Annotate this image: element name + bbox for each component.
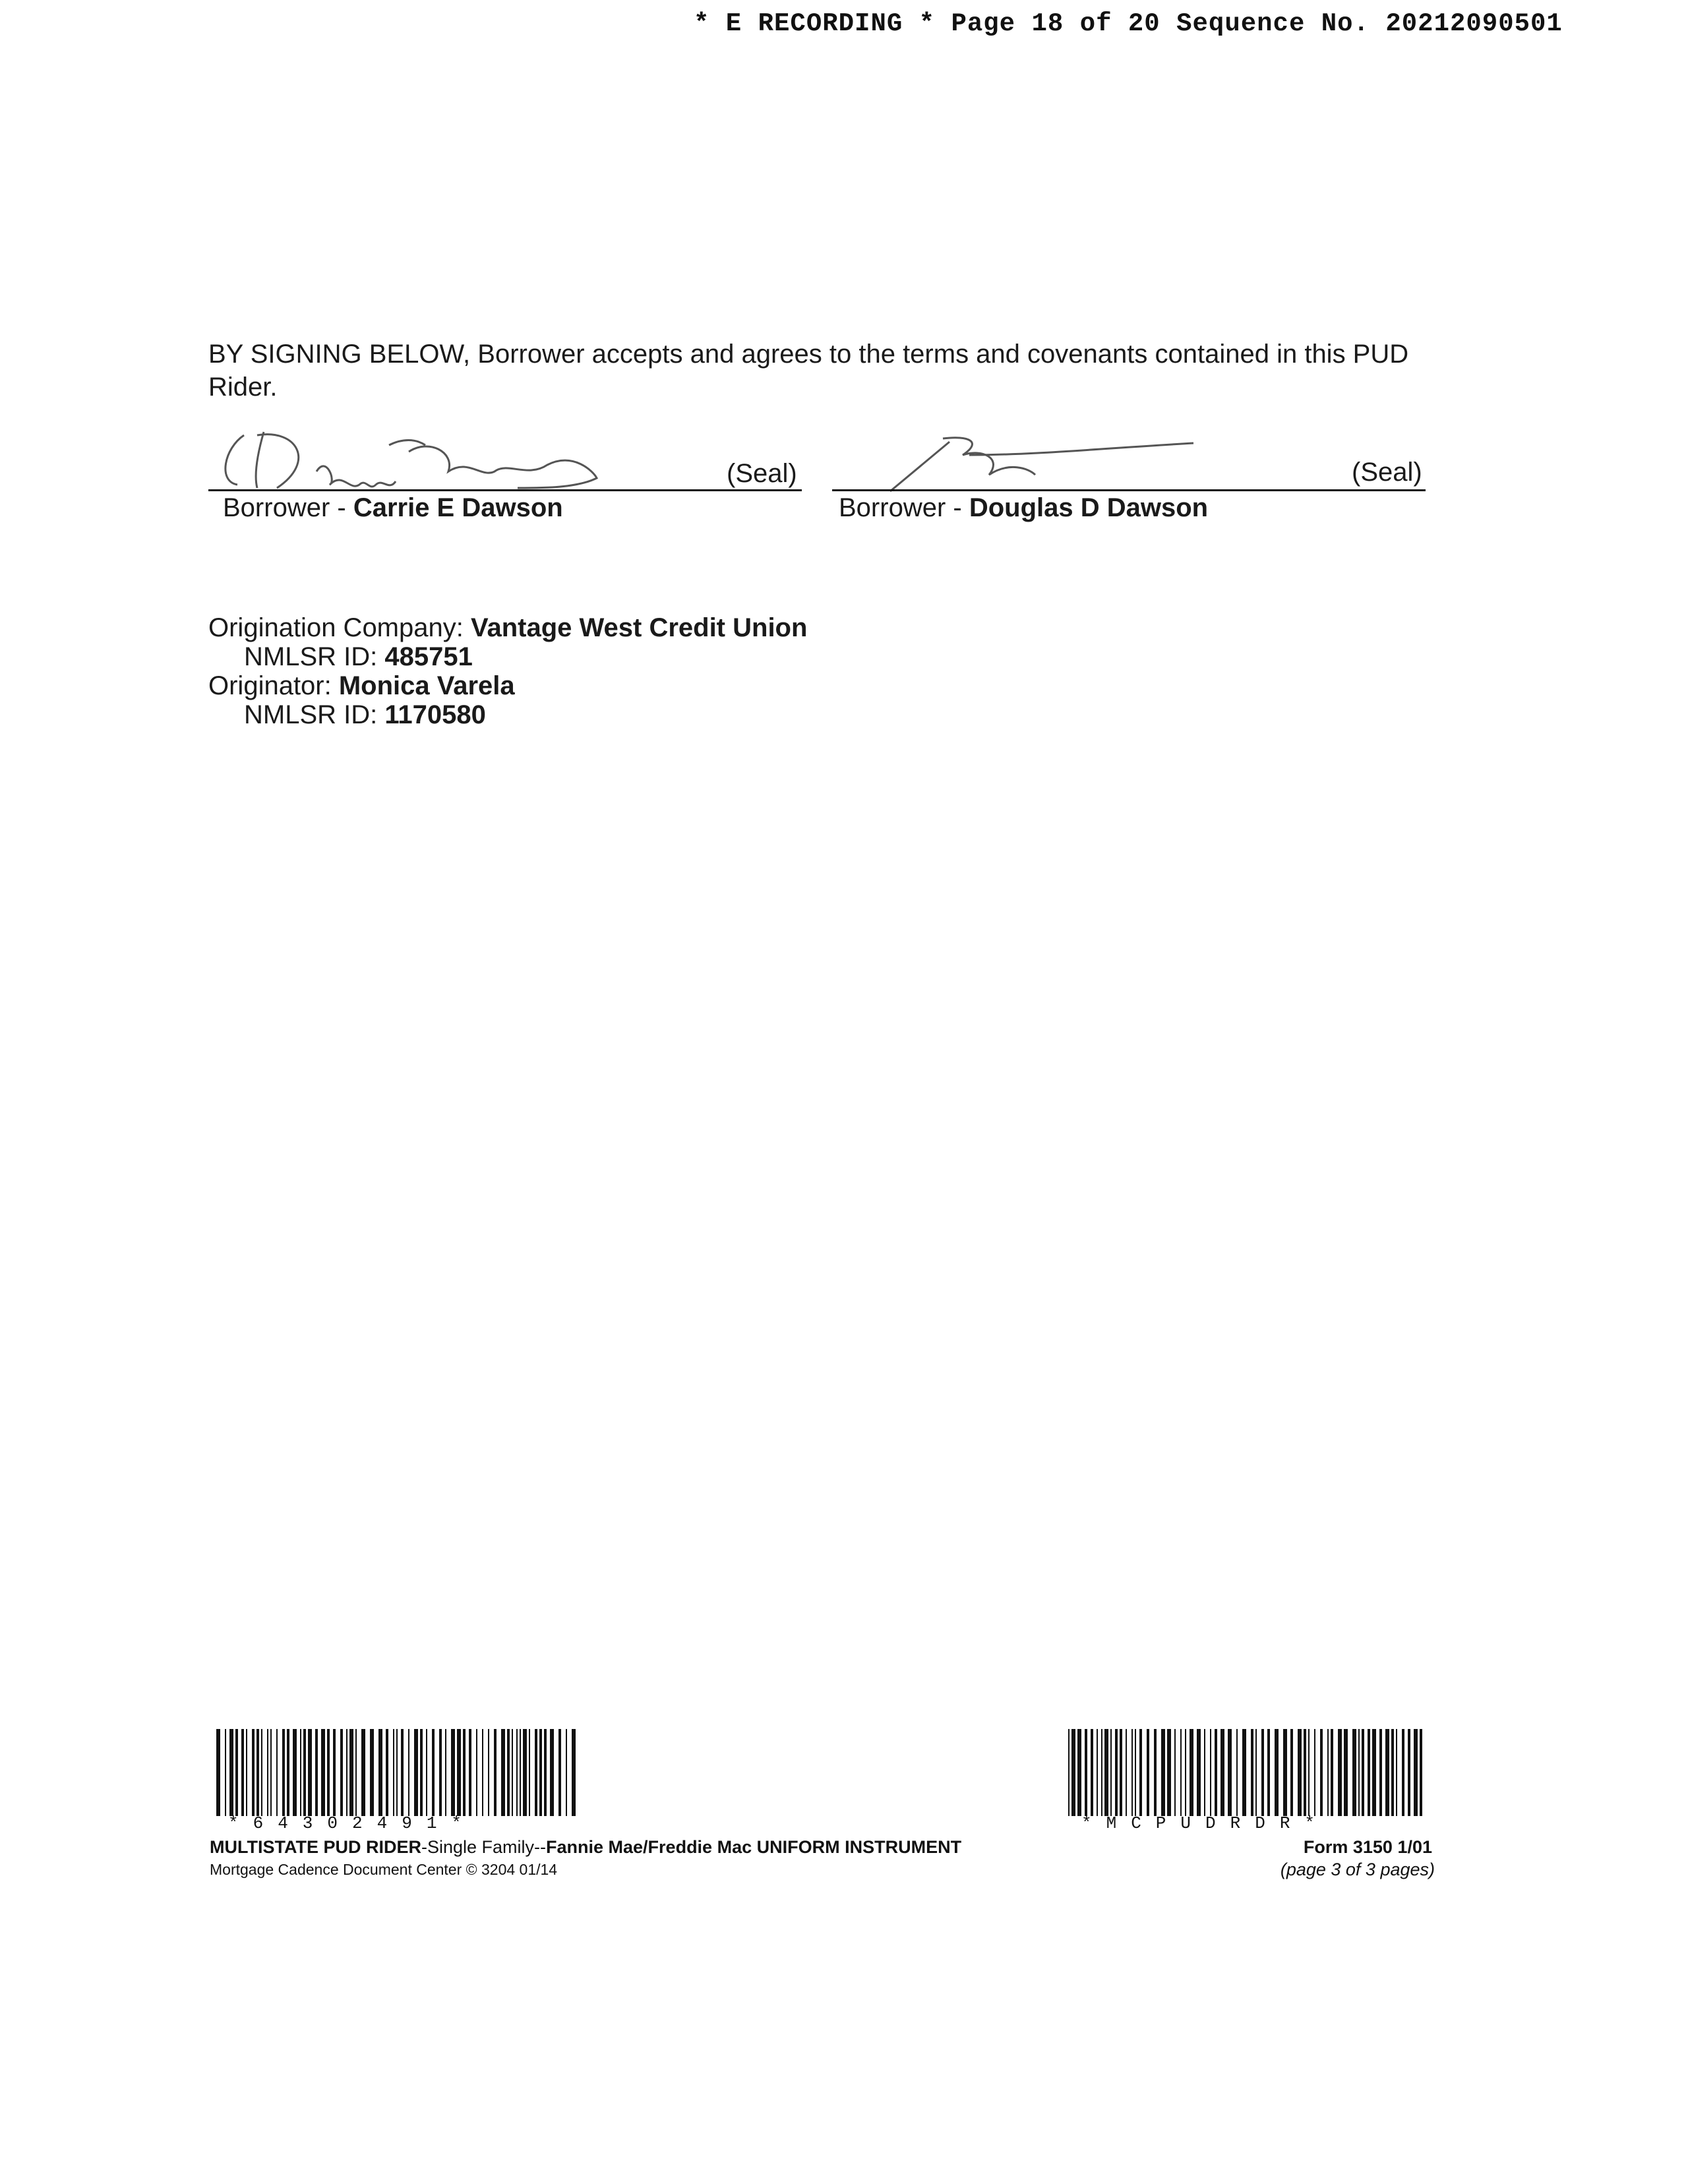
barcode-bar bbox=[225, 1729, 226, 1816]
barcode-bar bbox=[482, 1729, 483, 1816]
barcode-bar bbox=[1091, 1729, 1093, 1816]
originator-nmlsr-row bbox=[208, 700, 807, 729]
borrower-2-seal: (Seal) bbox=[1352, 458, 1422, 487]
form-title-bold-1: MULTISTATE PUD RIDER bbox=[210, 1837, 421, 1857]
barcode-bar bbox=[1167, 1729, 1171, 1816]
barcode-bar bbox=[1320, 1729, 1323, 1816]
barcode-bar bbox=[1283, 1729, 1287, 1816]
borrower-1-prefix: Borrower - bbox=[223, 493, 353, 522]
borrower-1-signature bbox=[218, 422, 666, 495]
barcode-bar bbox=[241, 1729, 244, 1816]
barcode-bar bbox=[378, 1729, 382, 1816]
barcode-bar bbox=[235, 1729, 238, 1816]
form-title-normal: -Single Family-- bbox=[421, 1837, 547, 1857]
origination-company-name: Vantage West Credit Union bbox=[470, 613, 808, 642]
barcode-bar bbox=[1414, 1729, 1418, 1816]
borrower-1-seal: (Seal) bbox=[727, 459, 797, 488]
barcode-bar bbox=[1331, 1729, 1333, 1816]
barcode-bar bbox=[469, 1729, 471, 1816]
recording-header: * E RECORDING * Page 18 of 20 Sequence No. 20212090501 bbox=[694, 9, 1563, 38]
page-count: (page 3 of 3 pages) bbox=[1280, 1860, 1435, 1879]
barcode-bar bbox=[355, 1729, 357, 1816]
origination-company-row bbox=[208, 613, 807, 642]
origination-info bbox=[208, 613, 807, 729]
barcode-bar bbox=[535, 1729, 537, 1816]
barcode-right-text: *MCPUDRDR* bbox=[1081, 1813, 1330, 1833]
barcode-bar bbox=[1261, 1729, 1264, 1816]
barcode-bar bbox=[1139, 1729, 1142, 1816]
barcode-bar bbox=[432, 1729, 435, 1816]
barcode-bar bbox=[1180, 1729, 1182, 1816]
barcode-bar bbox=[276, 1729, 278, 1816]
document-barcode-left bbox=[216, 1729, 579, 1816]
barcode-bar bbox=[1228, 1729, 1232, 1816]
barcode-bar bbox=[1110, 1729, 1112, 1816]
barcode-bar bbox=[544, 1729, 547, 1816]
barcode-bar bbox=[293, 1729, 297, 1816]
barcode-bar bbox=[1161, 1729, 1165, 1816]
barcode-bar bbox=[256, 1729, 259, 1816]
barcode-bar bbox=[1385, 1729, 1389, 1816]
barcode-bar bbox=[1298, 1729, 1302, 1816]
barcode-bar bbox=[346, 1729, 347, 1816]
barcode-bar bbox=[1420, 1729, 1422, 1816]
barcode-bar bbox=[507, 1729, 510, 1816]
form-barcode-right bbox=[1068, 1729, 1428, 1816]
form-number: Form 3150 1/01 bbox=[1303, 1837, 1432, 1857]
borrower-1-label bbox=[223, 493, 563, 523]
barcode-bar bbox=[1255, 1729, 1257, 1816]
barcode-bar bbox=[246, 1729, 247, 1816]
barcode-bar bbox=[1085, 1729, 1087, 1816]
barcode-bar bbox=[1402, 1729, 1404, 1816]
barcode-bar bbox=[1204, 1729, 1205, 1816]
barcode-bar bbox=[270, 1729, 272, 1816]
barcode-bar bbox=[1308, 1729, 1310, 1816]
barcode-bar bbox=[1135, 1729, 1136, 1816]
barcode-bar bbox=[1126, 1729, 1127, 1816]
barcode-bar bbox=[1379, 1729, 1382, 1816]
barcode-bar bbox=[529, 1729, 530, 1816]
barcode-bar bbox=[1391, 1729, 1394, 1816]
barcode-bar bbox=[333, 1729, 336, 1816]
barcode-bar bbox=[1115, 1729, 1118, 1816]
barcode-bar bbox=[229, 1729, 233, 1816]
barcode-bar bbox=[1097, 1729, 1098, 1816]
barcode-bar bbox=[1154, 1729, 1157, 1816]
barcode-bar bbox=[1221, 1729, 1224, 1816]
barcode-bar bbox=[1215, 1729, 1217, 1816]
originator-nmlsr-label: NMLSR ID: bbox=[244, 700, 385, 729]
barcode-bar bbox=[1372, 1729, 1376, 1816]
barcode-bar bbox=[463, 1729, 466, 1816]
originator-nmlsr-id: 1170580 bbox=[384, 700, 486, 729]
barcode-bar bbox=[393, 1729, 394, 1816]
barcode-bar bbox=[1314, 1729, 1315, 1816]
barcode-bar bbox=[494, 1729, 497, 1816]
barcode-bar bbox=[566, 1729, 567, 1816]
origination-company-label: Origination Company: bbox=[208, 613, 471, 642]
company-nmlsr-label: NMLSR ID: bbox=[244, 642, 385, 671]
barcode-bar bbox=[1131, 1729, 1133, 1816]
barcode-bar bbox=[439, 1729, 442, 1816]
barcode-bar bbox=[572, 1729, 576, 1816]
barcode-bar bbox=[303, 1729, 306, 1816]
barcode-bar bbox=[349, 1729, 353, 1816]
barcode-bar bbox=[488, 1729, 489, 1816]
barcode-bar bbox=[501, 1729, 505, 1816]
barcode-bar bbox=[1197, 1729, 1201, 1816]
barcode-bar bbox=[1396, 1729, 1397, 1816]
barcode-bar bbox=[340, 1729, 343, 1816]
barcode-bar bbox=[1185, 1729, 1186, 1816]
barcode-bar bbox=[1338, 1729, 1342, 1816]
company-nmlsr-row bbox=[208, 642, 807, 671]
barcode-bar bbox=[408, 1729, 409, 1816]
barcode-bar bbox=[300, 1729, 301, 1816]
barcode-bar bbox=[1344, 1729, 1348, 1816]
barcode-bar bbox=[516, 1729, 518, 1816]
barcode-bar bbox=[426, 1729, 427, 1816]
barcode-bar bbox=[386, 1729, 388, 1816]
barcode-bar bbox=[451, 1729, 455, 1816]
barcode-bar bbox=[267, 1729, 268, 1816]
barcode-bar bbox=[420, 1729, 423, 1816]
barcode-bar bbox=[520, 1729, 521, 1816]
barcode-bar bbox=[401, 1729, 404, 1816]
originator-name: Monica Varela bbox=[338, 671, 515, 700]
document-center-line: Mortgage Cadence Document Center © 3204 01/14 bbox=[210, 1861, 558, 1878]
barcode-bar bbox=[414, 1729, 418, 1816]
barcode-bar bbox=[321, 1729, 325, 1816]
barcode-bar bbox=[327, 1729, 330, 1816]
barcode-bar bbox=[1368, 1729, 1370, 1816]
barcode-bar bbox=[1275, 1729, 1279, 1816]
barcode-bar bbox=[370, 1729, 374, 1816]
borrower-2-label bbox=[839, 493, 1208, 523]
barcode-bar bbox=[1362, 1729, 1364, 1816]
barcode-bar bbox=[361, 1729, 365, 1816]
barcode-bar bbox=[1290, 1729, 1293, 1816]
barcode-bar bbox=[315, 1729, 318, 1816]
barcode-bar bbox=[539, 1729, 542, 1816]
barcode-bar bbox=[476, 1729, 477, 1816]
barcode-bar bbox=[1242, 1729, 1246, 1816]
barcode-bar bbox=[1251, 1729, 1253, 1816]
acceptance-statement: BY SIGNING BELOW, Borrower accepts and agrees to the terms and covenants contained in this PUD Rider. bbox=[208, 340, 1409, 402]
barcode-bar bbox=[287, 1729, 289, 1816]
barcode-bar bbox=[558, 1729, 561, 1816]
barcode-bar bbox=[1077, 1729, 1081, 1816]
barcode-bar bbox=[445, 1729, 446, 1816]
barcode-bar bbox=[261, 1729, 262, 1816]
originator-label: Originator: bbox=[208, 671, 339, 700]
barcode-bar bbox=[216, 1729, 220, 1816]
barcode-bar bbox=[1174, 1729, 1176, 1816]
barcode-bar bbox=[550, 1729, 554, 1816]
barcode-bar bbox=[1101, 1729, 1102, 1816]
form-title bbox=[210, 1837, 961, 1858]
barcode-bar bbox=[1120, 1729, 1122, 1816]
borrower-2-prefix: Borrower - bbox=[839, 493, 969, 522]
barcode-bar bbox=[1408, 1729, 1410, 1816]
barcode-bar bbox=[457, 1729, 461, 1816]
barcode-bar bbox=[1236, 1729, 1238, 1816]
barcode-bar bbox=[512, 1729, 513, 1816]
barcode-bar bbox=[1210, 1729, 1211, 1816]
barcode-bar bbox=[1147, 1729, 1149, 1816]
barcode-bar bbox=[1358, 1729, 1360, 1816]
barcode-bar bbox=[1068, 1729, 1070, 1816]
barcode-bar bbox=[1190, 1729, 1193, 1816]
borrower-2-signature-line bbox=[832, 489, 1426, 491]
barcode-bar bbox=[1304, 1729, 1306, 1816]
barcode-bar bbox=[1352, 1729, 1356, 1816]
barcode-left-text: *64302491* bbox=[228, 1813, 477, 1833]
barcode-bar bbox=[1071, 1729, 1075, 1816]
borrower-1-name: Carrie E Dawson bbox=[353, 493, 563, 522]
originator-row bbox=[208, 671, 807, 700]
barcode-bar bbox=[1267, 1729, 1270, 1816]
barcode-bar bbox=[523, 1729, 527, 1816]
form-title-bold-2: Fannie Mae/Freddie Mac UNIFORM INSTRUMENT bbox=[546, 1837, 962, 1857]
borrower-1-signature-line bbox=[208, 489, 802, 491]
barcode-bar bbox=[1104, 1729, 1108, 1816]
company-nmlsr-id: 485751 bbox=[384, 642, 473, 671]
borrower-2-name: Douglas D Dawson bbox=[969, 493, 1209, 522]
barcode-bar bbox=[308, 1729, 312, 1816]
barcode-bar bbox=[282, 1729, 285, 1816]
barcode-bar bbox=[1327, 1729, 1329, 1816]
barcode-bar bbox=[396, 1729, 398, 1816]
barcode-bar bbox=[252, 1729, 255, 1816]
